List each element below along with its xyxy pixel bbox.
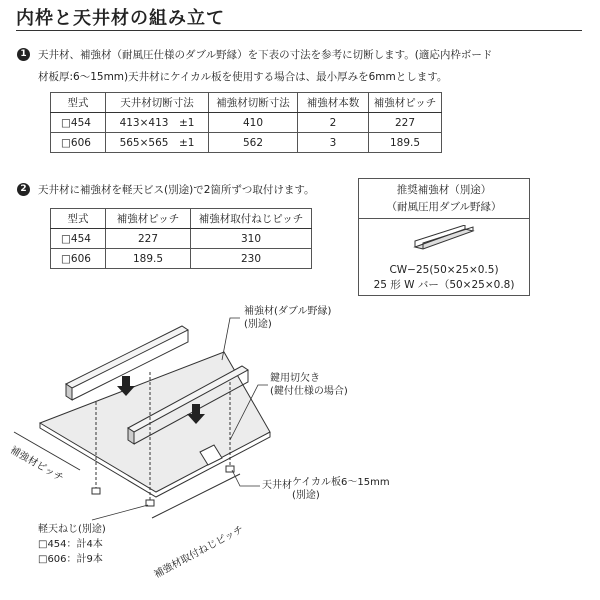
screw-note-title: 軽天ねじ(別途) <box>38 524 106 535</box>
recommended-spec-1: CW−25(50×25×0.5) <box>389 264 499 276</box>
table-cell: 227 <box>369 113 442 133</box>
table-header: 型式 <box>51 209 106 229</box>
table-header: 補強材切断寸法 <box>209 93 298 113</box>
table-header: 補強材ピッチ <box>106 209 191 229</box>
table-header: 補強材ピッチ <box>369 93 442 113</box>
page-title: 内枠と天井材の組み立て <box>16 8 225 29</box>
reinforcement-label-line-2: (別途) <box>244 319 272 330</box>
step-2-badge: 2 <box>17 183 30 196</box>
table-cell: 3 <box>298 133 369 153</box>
reinforcement-label-line-1: 補強材(ダブル野縁) <box>244 306 332 317</box>
table-header: 天井材切断寸法 <box>106 93 209 113</box>
recommended-spec-2: 25 形 W バー（50×25×0.8) <box>373 279 515 291</box>
step-2-text: 天井材に補強材を軽天ビス(別途)で2箇所ずつ取付けます。 <box>38 184 315 196</box>
table-cell: 310 <box>191 229 312 249</box>
table-cell: □454 <box>51 113 106 133</box>
table-cell: 189.5 <box>369 133 442 153</box>
board-label-line-2: (別途) <box>292 490 320 501</box>
screw-note <box>38 522 106 567</box>
table-cell: 2 <box>298 113 369 133</box>
table-header: 型式 <box>51 93 106 113</box>
table-cell: 562 <box>209 133 298 153</box>
board-label-line-1: ケイカル板6〜15mm <box>292 477 390 488</box>
table-cell: 413×413 ±1 <box>106 113 209 133</box>
key-cutout-label-line-1: 鍵用切欠き <box>270 373 320 384</box>
screw-pitch-label: 補強材取付ねじピッチ <box>152 524 246 581</box>
recommended-title-line-1: 推奨補強材（別途） <box>396 184 492 196</box>
table-cell: 410 <box>209 113 298 133</box>
reinforcement-label <box>244 305 331 331</box>
ceiling-label: 天井材 <box>262 480 292 491</box>
screw-note-454: □454：計4本 <box>38 539 103 550</box>
table-cell: □606 <box>51 133 106 153</box>
step-1-line-1: 天井材、補強材（耐風圧仕様のダブル野縁）を下表の寸法を参考に切断します。(適応内枠ボード <box>38 49 493 61</box>
step-1-badge: 1 <box>17 48 30 61</box>
table-cell: 227 <box>106 229 191 249</box>
table-cell: □606 <box>51 249 106 269</box>
step-1-line-2: 材板厚:6〜15mm)天井材にケイカル板を使用する場合は、最小厚みを6mmとします。 <box>38 71 448 83</box>
screw-note-606: □606：計9本 <box>38 554 103 565</box>
board-label <box>292 476 390 502</box>
recommended-title-line-2: （耐風圧用ダブル野縁） <box>386 201 502 213</box>
key-cutout-label-line-2: (鍵付仕様の場合) <box>270 386 348 397</box>
table-cell: 230 <box>191 249 312 269</box>
table-header: 補強材本数 <box>298 93 369 113</box>
table-header: 補強材取付ねじピッチ <box>191 209 312 229</box>
table-cell: 189.5 <box>106 249 191 269</box>
table-cell: 565×565 ±1 <box>106 133 209 153</box>
key-cutout-label <box>270 372 348 398</box>
pitch-label: 補強材ピッチ <box>8 444 66 485</box>
table-cell: □454 <box>51 229 106 249</box>
